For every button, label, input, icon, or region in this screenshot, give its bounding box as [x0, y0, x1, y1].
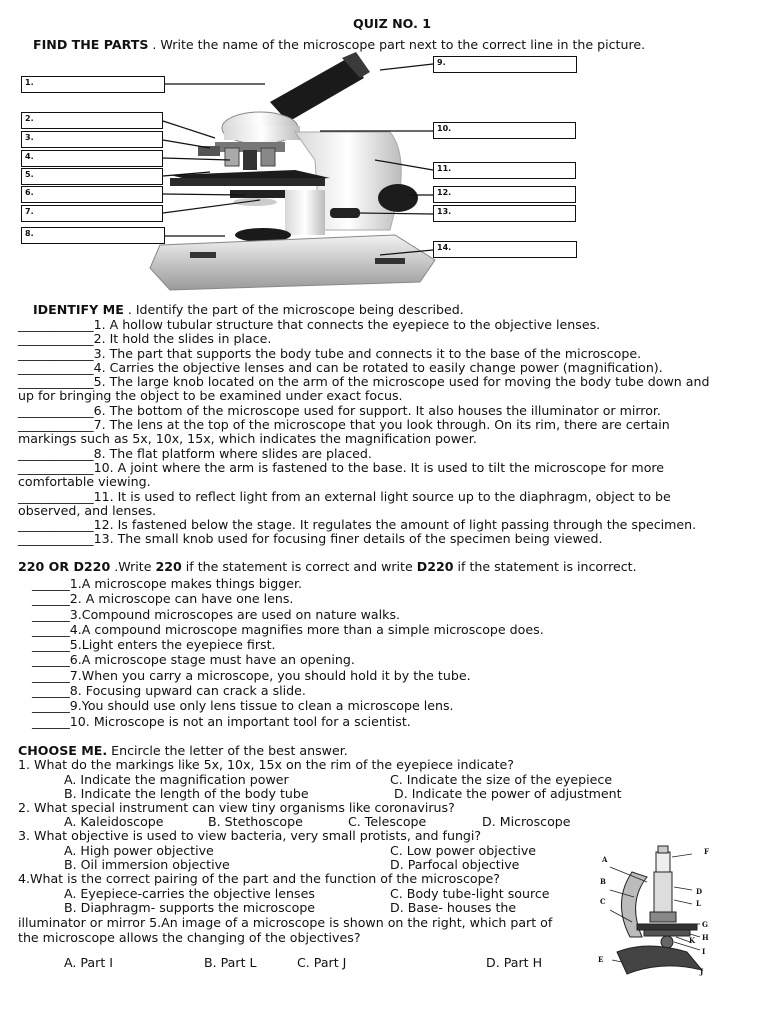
item-text: 4.A compound microscope magnifies more than a simple microscope does. [69, 621, 544, 637]
q2-option-c[interactable]: C. Telescope [348, 814, 427, 829]
list-item [32, 591, 544, 606]
list-item [18, 532, 709, 546]
identify-text: . Identify the part of the microscope being described. [123, 302, 464, 317]
label-number: 6. [25, 188, 34, 197]
q4-option-c[interactable]: C. Body tube-light source [390, 886, 550, 901]
q3-option-b[interactable]: B. Oil immersion objective [64, 857, 230, 872]
list-item [32, 683, 544, 698]
item-text: 10. Microscope is not an important tool for a scientist. [69, 713, 411, 729]
question-5: the microscope allows the changing of the objectives? [18, 930, 361, 945]
list-item [18, 461, 709, 475]
list-item [18, 447, 709, 461]
item-text: 10. A joint where the arm is fastened to the base. It is used to tilt the microscope for more [93, 459, 665, 475]
answer-blank[interactable]: ______ [32, 621, 70, 637]
item-text: 3. The part that supports the body tube and connects it to the base of the microscope. [93, 345, 642, 361]
item-text: 5.Light enters the eyepiece first. [69, 637, 276, 653]
answer-blank[interactable]: ____________ [18, 459, 94, 475]
item-text: 7.When you carry a microscope, you should hold it by the tube. [69, 667, 471, 683]
diagram-label-h: H [702, 933, 709, 942]
q1-option-b[interactable]: B. Indicate the length of the body tube [64, 786, 309, 801]
label-number: 11. [437, 164, 452, 173]
answer-blank[interactable]: ____________ [18, 517, 94, 533]
label-number: 4. [25, 152, 34, 161]
q2-option-a[interactable]: A. Kaleidoscope [64, 814, 164, 829]
list-item [32, 698, 544, 713]
find-parts-text: . Write the name of the microscope part next to the correct line in the picture. [148, 37, 646, 52]
diagram-label-k: K [689, 936, 696, 945]
tf-text: if the statement is incorrect. [453, 559, 637, 574]
answer-blank[interactable]: ____________ [18, 417, 94, 433]
q2-option-d[interactable]: D. Microscope [482, 814, 571, 829]
diagram-label-c: C [600, 897, 606, 906]
label-number: 12. [437, 188, 452, 197]
answer-blank[interactable]: ______ [32, 667, 70, 683]
list-item [18, 361, 709, 375]
item-text: 2. A microscope can have one lens. [69, 591, 294, 607]
question-1: 1. What do the markings like 5x, 10x, 15x on the rim of the eyepiece indicate? [18, 757, 514, 772]
diagram-label-i: I [702, 947, 706, 956]
diagram-label-a: A [602, 855, 608, 864]
answer-blank[interactable]: ____________ [18, 359, 94, 375]
diagram-label-l: L [696, 899, 701, 908]
list-item [18, 318, 709, 332]
q4-option-d[interactable]: D. Base- houses the [390, 900, 517, 915]
item-text: markings such as 5x, 10x, 15x, which indicates the magnification power. [18, 431, 477, 447]
answer-blank[interactable]: ______ [32, 606, 70, 622]
identify-list [18, 318, 709, 547]
answer-blank[interactable]: ____________ [18, 331, 94, 347]
item-text: up for bringing the object to be examined under exact focus. [18, 388, 403, 404]
q5-option-d[interactable]: D. Part H [486, 955, 543, 970]
answer-blank[interactable]: ______ [32, 576, 70, 591]
label-number: 14. [437, 243, 452, 252]
label-number: 13. [437, 207, 452, 216]
diagram-label-g: G [702, 920, 708, 929]
item-text: 4. Carries the objective lenses and can be rotated to easily change power (magnification). [93, 359, 663, 375]
question-4: 4.What is the correct pairing of the part and the function of the microscope? [18, 871, 500, 886]
list-item [18, 332, 709, 346]
answer-blank[interactable]: ____________ [18, 445, 94, 461]
choose-text: Encircle the letter of the best answer. [107, 743, 348, 758]
diagram-label-j: J [700, 967, 704, 976]
list-item-cont [18, 475, 709, 489]
label-number: 5. [25, 170, 34, 179]
answer-blank[interactable]: ______ [32, 637, 70, 653]
item-text: 8. The flat platform where slides are placed. [93, 445, 372, 461]
list-item-cont [18, 504, 709, 518]
q4-option-b[interactable]: B. Diaphragm- supports the microscope [64, 900, 316, 915]
diagram-label-d: D [696, 887, 703, 896]
item-text: 6.A microscope stage must have an opening. [69, 652, 355, 668]
label-number: 10. [437, 124, 452, 133]
tf-instruction [18, 560, 637, 574]
item-text: 1.A microscope makes things bigger. [69, 576, 303, 591]
diagram-label-b: B [600, 877, 606, 886]
label-number: 1. [25, 78, 34, 87]
tf-text: .Write [110, 559, 156, 574]
item-text: 5. The large knob located on the arm of the microscope used for moving the body tube down and [93, 374, 710, 390]
label-number: 9. [437, 58, 446, 67]
item-text: comfortable viewing. [18, 474, 151, 490]
answer-blank[interactable]: ____________ [18, 317, 94, 332]
q2-option-b[interactable]: B. Stethoscope [208, 814, 303, 829]
list-item [18, 518, 709, 532]
answer-blank[interactable]: ______ [32, 698, 70, 714]
answer-blank[interactable]: ____________ [18, 374, 94, 390]
q5-option-a[interactable]: A. Part I [64, 955, 113, 970]
list-item [32, 607, 544, 622]
q1-option-d[interactable]: D. Indicate the power of adjustment [394, 786, 622, 801]
list-item [18, 404, 709, 418]
tf-correct-code: 220 [155, 559, 182, 574]
item-text: observed, and lenses. [18, 502, 157, 518]
answer-blank[interactable]: ______ [32, 652, 70, 668]
list-item [18, 490, 709, 504]
answer-blank[interactable]: ______ [32, 713, 70, 729]
tf-list [32, 576, 544, 729]
item-text: 6. The bottom of the microscope used for support. It also houses the illuminator or mirror. [93, 402, 661, 418]
diagram-label-e: E [598, 955, 604, 964]
item-text: 9.You should use only lens tissue to clean a microscope lens. [69, 698, 454, 714]
tf-incorrect-code: D220 [416, 559, 454, 574]
list-item [32, 714, 544, 729]
item-text: 1. A hollow tubular structure that connects the eyepiece to the objective lenses. [93, 317, 601, 332]
label-number: 3. [25, 133, 34, 142]
answer-blank[interactable]: ____________ [18, 402, 94, 418]
question-4-continued: illuminator or mirror 5.An image of a microscope is shown on the right, which part of [18, 915, 553, 930]
diagram-label-f: F [704, 847, 709, 856]
label-number: 8. [25, 229, 34, 238]
item-text: 8. Focusing upward can crack a slide. [69, 683, 306, 699]
list-item [18, 375, 709, 389]
item-text: 11. It is used to reflect light from an external light source up to the diaphragm, object to be [93, 488, 671, 504]
label-number: 7. [25, 207, 34, 216]
quiz-title: QUIZ NO. 1 [353, 16, 432, 31]
item-text: 7. The lens at the top of the microscope that you look through. On its rim, there are certain [93, 417, 670, 433]
q3-option-a[interactable]: A. High power objective [64, 843, 214, 858]
answer-blank[interactable]: ____________ [18, 345, 94, 361]
list-item [32, 668, 544, 683]
list-item [18, 347, 709, 361]
q3-option-c[interactable]: C. Low power objective [390, 843, 537, 858]
q5-option-b[interactable]: B. Part L [204, 955, 257, 970]
answer-blank[interactable]: ______ [32, 591, 70, 607]
leader-lines [0, 0, 768, 300]
item-text: 13. The small knob used for focusing finer details of the specimen being viewed. [93, 531, 603, 547]
find-parts-heading: FIND THE PARTS [33, 37, 149, 52]
question-3: 3. What objective is used to view bacteria, very small protists, and fungi? [18, 828, 482, 843]
list-item [32, 637, 544, 652]
list-item [18, 418, 709, 432]
item-text: 12. Is fastened below the stage. It regulates the amount of light passing through the specimen. [93, 517, 697, 533]
list-item-cont [18, 432, 709, 446]
q4-option-a[interactable]: A. Eyepiece-carries the objective lenses [64, 886, 315, 901]
answer-blank[interactable]: ____________ [18, 488, 94, 504]
question-2: 2. What special instrument can view tiny organisms like coronavirus? [18, 800, 455, 815]
list-item-cont [18, 389, 709, 403]
choose-heading: CHOOSE ME. [18, 743, 108, 758]
identify-instruction [33, 303, 464, 317]
q5-option-c[interactable]: C. Part J [297, 955, 347, 970]
q1-option-a[interactable]: A. Indicate the magnification power [64, 772, 289, 787]
answer-blank[interactable]: ____________ [18, 531, 94, 547]
q1-option-c[interactable]: C. Indicate the size of the eyepiece [390, 772, 613, 787]
list-item [32, 622, 544, 637]
labeled-microscope-diagram [592, 842, 717, 992]
list-item [32, 576, 544, 591]
tf-heading: 220 OR D220 [18, 559, 111, 574]
answer-blank[interactable]: ______ [32, 683, 70, 699]
list-item [32, 652, 544, 667]
label-number: 2. [25, 114, 34, 123]
q3-option-d[interactable]: D. Parfocal objective [390, 857, 520, 872]
item-text: 2. It hold the slides in place. [93, 331, 272, 347]
identify-heading: IDENTIFY ME [33, 302, 124, 317]
item-text: 3.Compound microscopes are used on nature walks. [69, 606, 401, 622]
tf-text: if the statement is correct and write [181, 559, 417, 574]
